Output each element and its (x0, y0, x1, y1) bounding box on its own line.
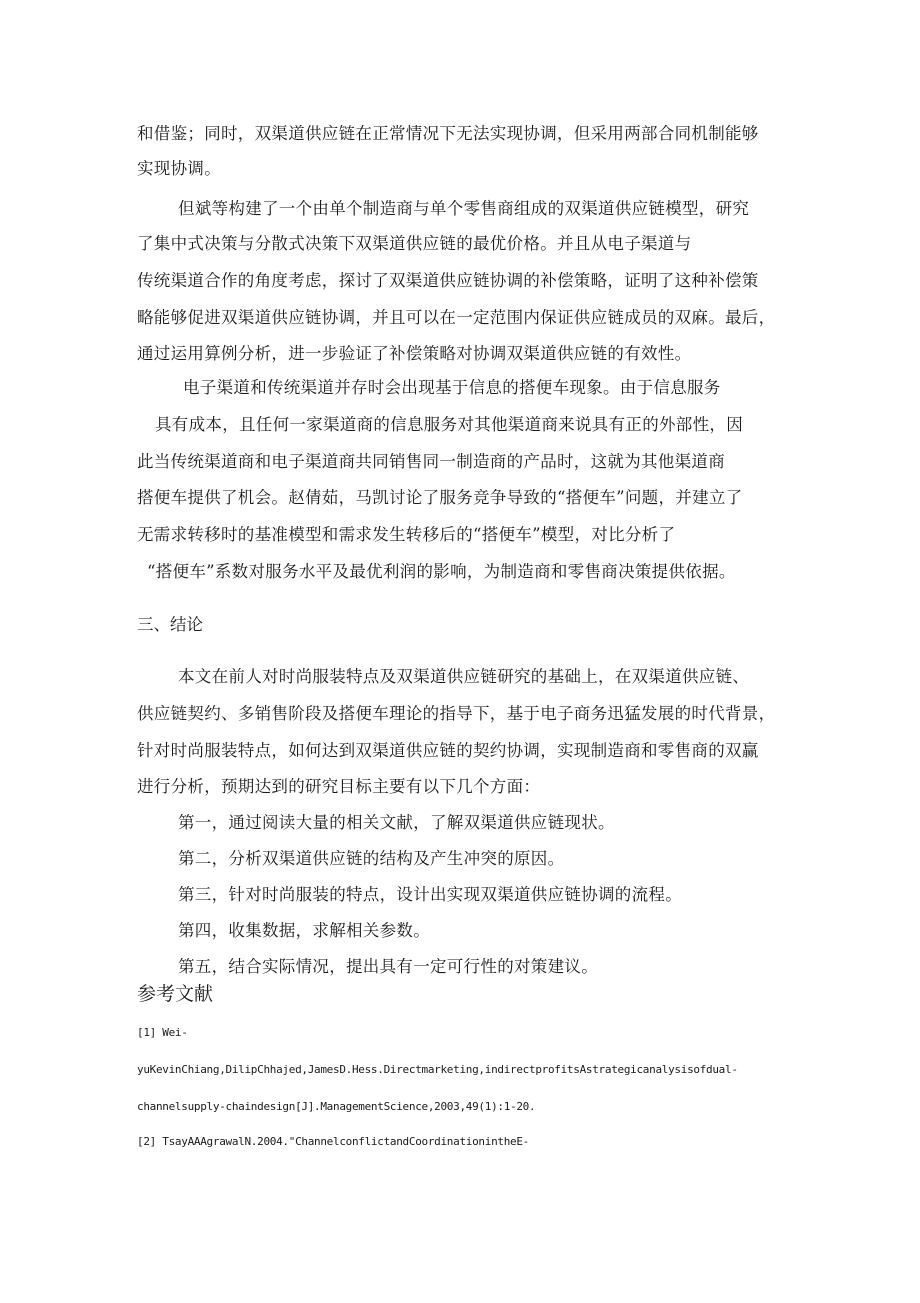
paragraph-3-line-2: 具有成本，且任何一家渠道商的信息服务对其他渠道商来说具有正的外部性，因 (155, 415, 743, 434)
goal-item-1: 第一，通过阅读大量的相关文献，了解双渠道供应链现状。 (178, 813, 615, 832)
paragraph-4-line-2: 供应链契约、多销售阶段及搭便车理论的指导下，基于电子商务迅猛发展的时代背景， (137, 704, 776, 723)
goal-item-5: 第五，结合实际情况，提出具有一定可行性的对策建议。 (178, 957, 598, 976)
paragraph-4-line-1: 本文在前人对时尚服装特点及双渠道供应链研究的基础上，在双渠道供应链、 (178, 667, 750, 686)
reference-line-4: [2] TsayAAAgrawalN.2004."ChannelconflictandCoordinationintheE- (137, 1135, 529, 1148)
paragraph-4-line-4: 进行分析，预期达到的研究目标主要有以下几个方面： (137, 777, 541, 796)
goal-item-4: 第四，收集数据，求解相关参数。 (178, 921, 430, 940)
section-heading: 三、结论 (137, 615, 203, 634)
paragraph-2-line-3: 传统渠道合作的角度考虑，探讨了双渠道供应链协调的补偿策略，证明了这种补偿策 (137, 271, 759, 290)
paragraph-2-line-4: 略能够促进双渠道供应链协调，并且可以在一定范围内保证供应链成员的双麻。最后， (137, 308, 776, 327)
paragraph-2-line-1: 但斌等构建了一个由单个制造商与单个零售商组成的双渠道供应链模型，研究 (178, 199, 750, 218)
paragraph-1-line-2: 实现协调。 (137, 159, 221, 178)
paragraph-2-line-5: 通过运用算例分析，进一步验证了补偿策略对协调双渠道供应链的有效性。 (137, 344, 692, 363)
goal-item-2: 第二，分析双渠道供应链的结构及产生冲突的原因。 (178, 849, 565, 868)
reference-line-2: yuKevinChiang,DilipChhajed,JamesD.Hess.Directmarketing,indirectprofitsAstrategicanalysisofdual- (137, 1063, 738, 1076)
paragraph-1-line-1: 和借鉴；同时，双渠道供应链在正常情况下无法实现协调，但采用两部合同机制能够 (137, 124, 759, 143)
reference-line-1: [1] Wei- (137, 1026, 188, 1039)
paragraph-3-line-5: 无需求转移时的基准模型和需求发生转移后的“搭便车”模型，对比分析了 (137, 525, 676, 544)
paragraph-4-line-3: 针对时尚服装特点，如何达到双渠道供应链的契约协调，实现制造商和零售商的双赢 (137, 741, 759, 760)
paragraph-3-line-3: 此当传统渠道商和电子渠道商共同销售同一制造商的产品时，这就为其他渠道商 (137, 452, 725, 471)
reference-line-3: channelsupply-chaindesign[J].ManagementScience,2003,49(1):1-20. (137, 1100, 536, 1113)
paragraph-2-line-2: 了集中式决策与分散式决策下双渠道供应链的最优价格。并且从电子渠道与 (137, 234, 692, 253)
references-title: 参考文献 (137, 983, 214, 1005)
paragraph-3-line-4: 搭便车提供了机会。赵倩茹，马凯讨论了服务竞争导致的“搭便车”问题，并建立了 (137, 488, 743, 507)
goal-item-3: 第三，针对时尚服装的特点，设计出实现双渠道供应链协调的流程。 (178, 885, 682, 904)
paragraph-3-line-6: “搭便车”系数对服务水平及最优利润的影响，为制造商和零售商决策提供依据。 (147, 562, 736, 581)
paragraph-3-line-1: 电子渠道和传统渠道并存时会出现基于信息的搭便车现象。由于信息服务 (183, 378, 721, 397)
